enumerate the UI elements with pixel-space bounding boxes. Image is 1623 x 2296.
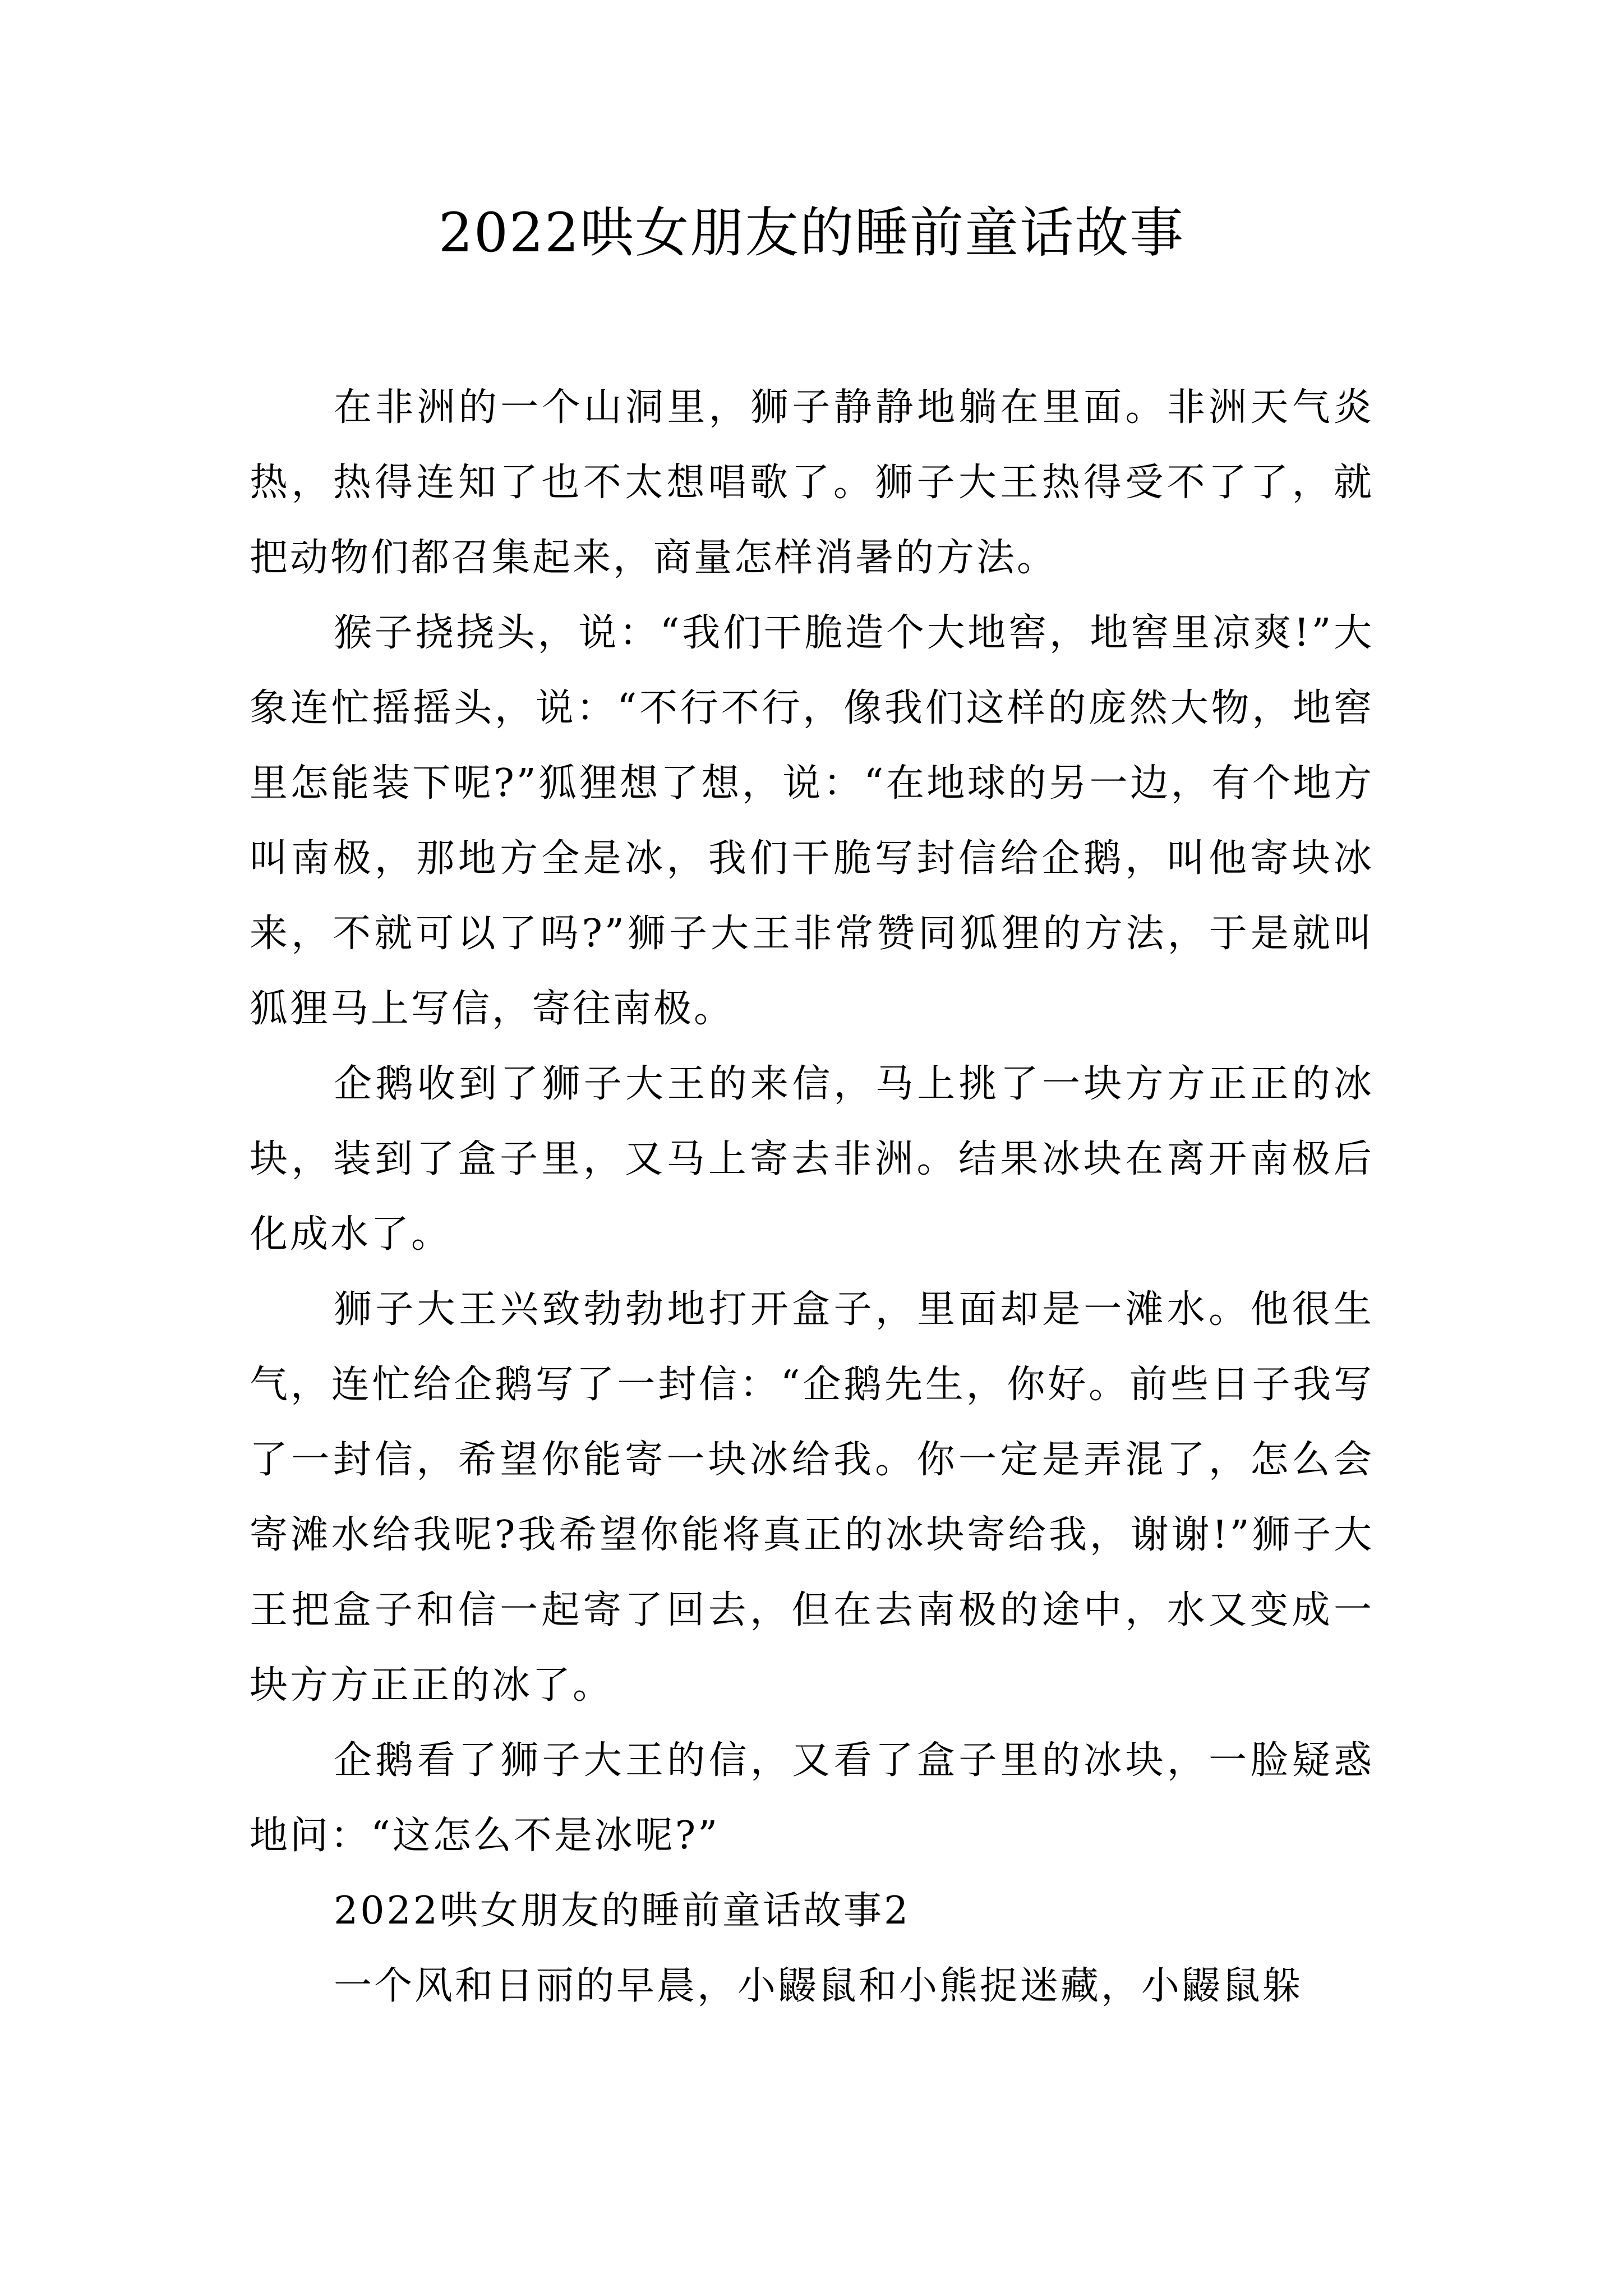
- paragraph: 狮子大王兴致勃勃地打开盒子，里面却是一滩水。他很生气，连忙给企鹅写了一封信：“企鹅先生，你好。前些日子我写了一封信，希望你能寄一块冰给我。你一定是弄混了，怎么会寄滩水给我呢?我希望你能将真正的冰块寄给我，谢谢!”狮子大王把盒子和信一起寄了回去，但在去南极的途中，水又变成一块方方正正的冰了。: [250, 1287, 1374, 1708]
- paragraph: 一个风和日丽的早晨，小鼹鼠和小熊捉迷藏，小鼹鼠躲: [334, 1964, 1303, 2008]
- paragraph: 企鹅看了狮子大王的信，又看了盒子里的冰块，一脸疑惑地问：“这怎么不是冰呢?”: [250, 1738, 1374, 1858]
- document-title: 2022哄女朋友的睡前童话故事: [438, 201, 1185, 264]
- document-body: [250, 370, 1374, 2024]
- paragraph: 猴子挠挠头，说：“我们干脆造个大地窖，地窖里凉爽!”大象连忙摇摇头，说：“不行不行，像我们这样的庞然大物，地窖里怎能装下呢?”狐狸想了想，说：“在地球的另一边，有个地方叫南极，那地方全是冰，我们干脆写封信给企鹅，叫他寄块冰来，不就可以了吗?”狮子大王非常赞同狐狸的方法，于是就叫狐狸马上写信，寄往南极。: [250, 611, 1374, 1031]
- story-subheading: 2022哄女朋友的睡前童话故事2: [334, 1889, 911, 1933]
- paragraph: 企鹅收到了狮子大王的来信，马上挑了一块方方正正的冰块，装到了盒子里，又马上寄去非洲。结果冰块在离开南极后化成水了。: [250, 1062, 1374, 1257]
- paragraph: 在非洲的一个山洞里，狮子静静地躺在里面。非洲天气炎热，热得连知了也不太想唱歌了。狮子大王热得受不了了，就把动物们都召集起来，商量怎样消暑的方法。: [250, 385, 1374, 580]
